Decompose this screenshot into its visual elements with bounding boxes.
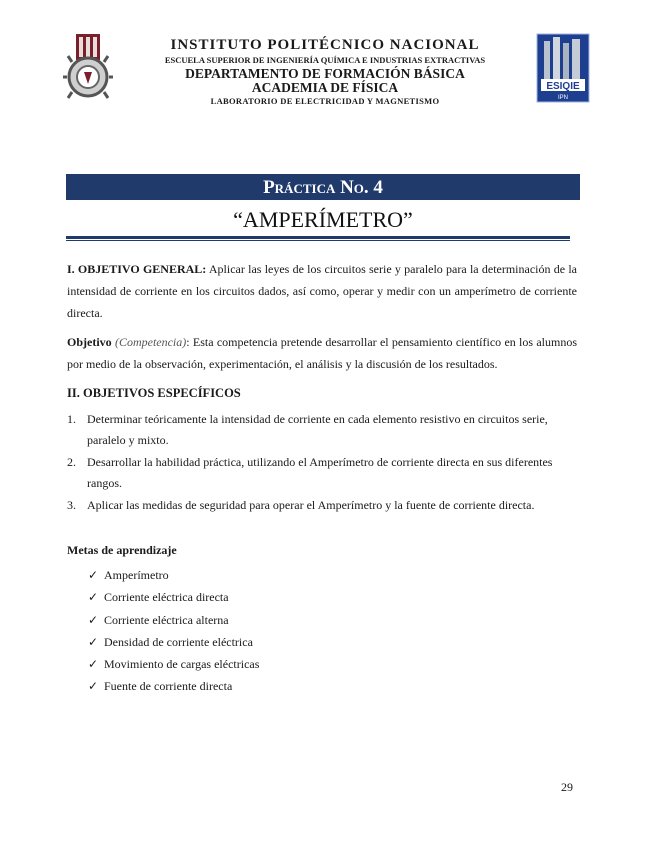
school-name: ESCUELA SUPERIOR DE INGENIERÍA QUÍMICA E INDUSTRIAS EXTRACTIVAS: [164, 55, 486, 65]
list-item-number: 3.: [67, 498, 76, 512]
list-item: [88, 653, 259, 675]
institution-title: INSTITUTO POLITÉCNICO NACIONAL: [170, 37, 480, 53]
practice-title: “AMPERÍMETRO”: [233, 207, 413, 232]
check-icon: ✓: [88, 679, 99, 694]
esiqie-logo-text: ESIQIE: [546, 81, 580, 92]
check-icon: ✓: [88, 612, 99, 627]
learning-goals-list: [88, 564, 259, 698]
check-icon: ✓: [88, 634, 99, 649]
check-icon: ✓: [88, 657, 99, 672]
check-icon: ✓: [88, 590, 99, 605]
list-item: [88, 631, 259, 653]
list-item-text: Densidad de corriente eléctrica: [104, 634, 253, 649]
check-icon: ✓: [88, 568, 99, 582]
competence-label: Objetivo: [67, 335, 112, 349]
list-item-text: Fuente de corriente directa: [104, 679, 233, 694]
list-item-text: Amperímetro: [104, 568, 169, 582]
list-item: [67, 495, 579, 516]
list-item: [88, 564, 259, 586]
ipn-logo-icon: [62, 32, 114, 104]
list-item: [88, 609, 259, 631]
general-objective-paragraph: [67, 258, 577, 324]
list-item-text: Movimiento de cargas eléctricas: [104, 657, 260, 672]
academy-name: ACADEMIA DE FÍSICA: [251, 80, 399, 95]
list-item: [67, 409, 579, 451]
list-item: [88, 675, 259, 697]
list-item-text: Corriente eléctrica alterna: [104, 612, 229, 627]
department-name: DEPARTAMENTO DE FORMACIÓN BÁSICA: [185, 66, 465, 81]
lab-name: LABORATORIO DE ELECTRICIDAD Y MAGNETISMO: [210, 96, 440, 106]
competence-paragraph: [67, 331, 577, 375]
learning-goals-heading: Metas de aprendizaje: [67, 543, 177, 557]
list-item-number: 1.: [67, 412, 76, 426]
specific-objectives-heading: II. OBJETIVOS ESPECÍFICOS: [67, 386, 241, 400]
title-underline: [66, 236, 570, 239]
competence-label-italic: (Competencia): [111, 335, 187, 349]
general-objective-label: I. OBJETIVO GENERAL:: [67, 262, 207, 276]
esiqie-logo-icon: [536, 33, 590, 103]
page-number: 29: [561, 780, 573, 794]
list-item-number: 2.: [67, 455, 76, 469]
list-item-text: Determinar teóricamente la intensidad de corriente en cada elemento resistivo en circuitos serie, paralelo y mixto.: [87, 412, 548, 447]
specific-objectives-list: [67, 409, 579, 517]
title-underline-thin: [66, 240, 570, 241]
list-item-text: Corriente eléctrica directa: [104, 590, 229, 605]
list-item-text: Aplicar las medidas de seguridad para operar el Amperímetro y la fuente de corriente directa.: [87, 498, 535, 512]
competence-text: : Esta competencia pretende desarrollar el pensamiento científico en los alumnos por medio de la observación, experimentación, el análisis y la discusión de los resultados.: [67, 335, 578, 371]
esiqie-logo-subtext: IPN: [557, 95, 569, 101]
list-item-text: Desarrollar la habilidad práctica, utilizando el Amperímetro de corriente directa en sus diferentes rangos.: [87, 455, 553, 490]
general-objective-text: Aplicar las leyes de los circuitos serie y paralelo para la determinación de la intensidad de corriente en los circuitos dados, así como, operar y medir con un amperímetro de corriente directa.: [67, 262, 577, 320]
list-item: [67, 452, 579, 494]
list-item: [88, 586, 259, 608]
practice-banner: Práctica No. 4: [66, 174, 580, 200]
